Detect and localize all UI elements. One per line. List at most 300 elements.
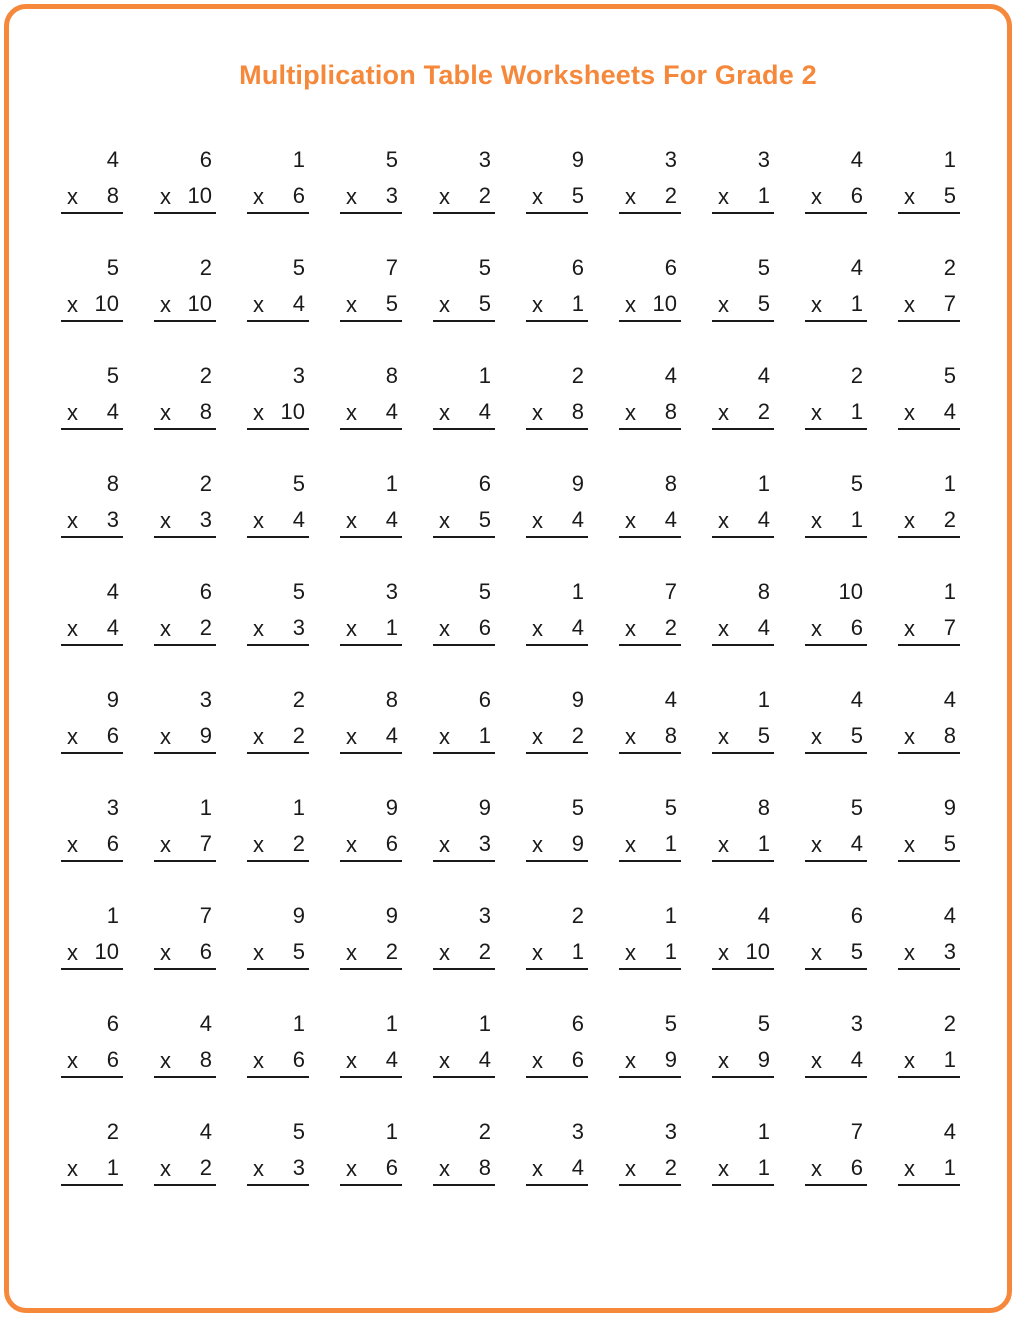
multiplicand: 3 (850, 1011, 863, 1036)
answer-line (526, 644, 588, 646)
multiply-sign: x (346, 724, 357, 749)
multiplication-problem (154, 904, 216, 974)
multiply-sign: x (439, 832, 450, 857)
answer-line (805, 320, 867, 322)
answer-line (247, 428, 309, 430)
multiplier: 5 (478, 291, 491, 316)
multiplicand: 6 (106, 1011, 119, 1036)
multiplication-problem (154, 364, 216, 434)
answer-line (247, 320, 309, 322)
multiply-sign: x (532, 1048, 543, 1073)
multiplication-problem (433, 904, 495, 974)
multiplication-problem (898, 1012, 960, 1082)
multiply-sign: x (718, 1156, 729, 1181)
multiply-sign: x (625, 1048, 636, 1073)
multiply-sign: x (439, 724, 450, 749)
multiply-sign: x (253, 184, 264, 209)
multiplication-problem (526, 148, 588, 218)
answer-line (619, 644, 681, 646)
multiplicand: 3 (478, 147, 491, 172)
multiplier: 6 (385, 831, 398, 856)
multiplier: 3 (292, 615, 305, 640)
answer-line (805, 1184, 867, 1186)
answer-line (340, 428, 402, 430)
multiplicand: 10 (838, 579, 863, 604)
answer-line (805, 752, 867, 754)
multiplier: 5 (292, 939, 305, 964)
multiplier: 6 (478, 615, 491, 640)
answer-line (898, 428, 960, 430)
multiplication-problem (247, 1120, 309, 1190)
multiplicand: 1 (943, 579, 956, 604)
multiplier: 7 (943, 291, 956, 316)
multiplier: 10 (652, 291, 677, 316)
multiplicand: 1 (757, 471, 770, 496)
multiplication-problem (526, 580, 588, 650)
multiplicand: 6 (199, 147, 212, 172)
multiplication-problem (340, 148, 402, 218)
multiply-sign: x (160, 724, 171, 749)
multiplication-problem (433, 472, 495, 542)
multiplicand: 4 (106, 147, 119, 172)
answer-line (898, 1184, 960, 1186)
answer-line (898, 536, 960, 538)
answer-line (247, 212, 309, 214)
multiplier: 5 (943, 183, 956, 208)
multiply-sign: x (346, 616, 357, 641)
answer-line (805, 860, 867, 862)
multiplier: 1 (664, 831, 677, 856)
multiplicand: 3 (199, 687, 212, 712)
multiplier: 10 (745, 939, 770, 964)
multiplicand: 1 (292, 795, 305, 820)
multiplication-problem (433, 796, 495, 866)
multiply-sign: x (904, 400, 915, 425)
multiply-sign: x (346, 1048, 357, 1073)
answer-line (898, 212, 960, 214)
multiplier: 2 (385, 939, 398, 964)
answer-line (712, 968, 774, 970)
multiply-sign: x (625, 940, 636, 965)
answer-line (247, 1184, 309, 1186)
answer-line (712, 752, 774, 754)
multiplication-problem (526, 256, 588, 326)
multiply-sign: x (160, 400, 171, 425)
multiplier: 4 (850, 831, 863, 856)
answer-line (712, 428, 774, 430)
multiplication-problem (898, 256, 960, 326)
multiplicand: 4 (664, 687, 677, 712)
multiply-sign: x (346, 832, 357, 857)
multiplicand: 9 (106, 687, 119, 712)
multiplicand: 5 (292, 579, 305, 604)
answer-line (433, 644, 495, 646)
answer-line (526, 212, 588, 214)
multiply-sign: x (904, 724, 915, 749)
multiplication-problem (154, 1012, 216, 1082)
multiplicand: 2 (199, 255, 212, 280)
multiplication-problem (805, 688, 867, 758)
answer-line (526, 1184, 588, 1186)
multiplicand: 4 (106, 579, 119, 604)
multiply-sign: x (160, 1048, 171, 1073)
multiplicand: 5 (664, 795, 677, 820)
multiplicand: 5 (757, 255, 770, 280)
multiply-sign: x (160, 508, 171, 533)
multiplier: 2 (478, 183, 491, 208)
answer-line (433, 428, 495, 430)
multiplicand: 5 (385, 147, 398, 172)
multiplication-problem (433, 1120, 495, 1190)
multiplication-problem (805, 364, 867, 434)
answer-line (61, 752, 123, 754)
multiply-sign: x (67, 724, 78, 749)
multiply-sign: x (718, 832, 729, 857)
multiplication-problem (712, 688, 774, 758)
multiplicand: 4 (199, 1119, 212, 1144)
multiplicand: 3 (664, 1119, 677, 1144)
multiplication-problem (154, 580, 216, 650)
answer-line (526, 536, 588, 538)
multiplier: 3 (199, 507, 212, 532)
answer-line (154, 1184, 216, 1186)
multiplier: 6 (850, 615, 863, 640)
multiplier: 1 (757, 831, 770, 856)
multiplication-problem (340, 688, 402, 758)
multiply-sign: x (67, 832, 78, 857)
multiplicand: 9 (478, 795, 491, 820)
answer-line (340, 212, 402, 214)
multiplicand: 3 (106, 795, 119, 820)
answer-line (898, 968, 960, 970)
multiply-sign: x (67, 292, 78, 317)
multiplication-problem (340, 580, 402, 650)
multiplication-problem (340, 796, 402, 866)
multiplier: 1 (478, 723, 491, 748)
multiplier: 4 (571, 1155, 584, 1180)
multiply-sign: x (532, 724, 543, 749)
multiplier: 3 (943, 939, 956, 964)
multiplication-problem (247, 256, 309, 326)
multiplication-problem (526, 904, 588, 974)
multiplier: 5 (757, 291, 770, 316)
multiply-sign: x (904, 940, 915, 965)
answer-line (154, 320, 216, 322)
multiplier: 1 (850, 399, 863, 424)
multiplicand: 1 (943, 147, 956, 172)
multiplicand: 3 (664, 147, 677, 172)
multiplier: 10 (94, 939, 119, 964)
multiplicand: 4 (943, 1119, 956, 1144)
multiplication-problem (247, 580, 309, 650)
multiplication-problem (247, 1012, 309, 1082)
answer-line (712, 1184, 774, 1186)
multiplication-problem (898, 364, 960, 434)
answer-line (340, 536, 402, 538)
multiplicand: 1 (106, 903, 119, 928)
answer-line (247, 860, 309, 862)
answer-line (61, 968, 123, 970)
multiplicand: 5 (757, 1011, 770, 1036)
multiplication-problem (805, 904, 867, 974)
multiplicand: 1 (478, 363, 491, 388)
multiplicand: 1 (292, 1011, 305, 1036)
multiply-sign: x (439, 508, 450, 533)
multiplication-problem (247, 364, 309, 434)
multiplicand: 2 (199, 363, 212, 388)
multiplier: 4 (757, 507, 770, 532)
multiplicand: 5 (943, 363, 956, 388)
multiplication-problem (526, 1012, 588, 1082)
multiplier: 4 (385, 507, 398, 532)
multiply-sign: x (160, 616, 171, 641)
multiplier: 2 (664, 615, 677, 640)
multiplicand: 4 (664, 363, 677, 388)
multiplicand: 2 (571, 363, 584, 388)
answer-line (154, 644, 216, 646)
multiplicand: 3 (571, 1119, 584, 1144)
multiplicand: 6 (478, 471, 491, 496)
multiplier: 8 (943, 723, 956, 748)
multiplicand: 7 (385, 255, 398, 280)
multiplication-problem (247, 904, 309, 974)
multiplier: 4 (292, 507, 305, 532)
multiplier: 2 (292, 831, 305, 856)
multiply-sign: x (904, 1156, 915, 1181)
multiplication-problem (526, 1120, 588, 1190)
multiplicand: 3 (478, 903, 491, 928)
multiplier: 6 (850, 183, 863, 208)
multiply-sign: x (439, 616, 450, 641)
multiply-sign: x (718, 400, 729, 425)
multiplication-problem (61, 148, 123, 218)
multiplier: 8 (664, 723, 677, 748)
answer-line (526, 320, 588, 322)
multiplier: 6 (292, 183, 305, 208)
multiplication-problem (712, 256, 774, 326)
answer-line (433, 1076, 495, 1078)
multiplication-problem (433, 688, 495, 758)
multiply-sign: x (439, 400, 450, 425)
multiplication-problem (712, 904, 774, 974)
answer-line (898, 644, 960, 646)
answer-line (340, 860, 402, 862)
answer-line (526, 860, 588, 862)
multiplication-problem (61, 688, 123, 758)
multiplier: 3 (106, 507, 119, 532)
multiplication-problem (154, 148, 216, 218)
multiplier: 6 (199, 939, 212, 964)
multiplicand: 2 (292, 687, 305, 712)
multiply-sign: x (718, 292, 729, 317)
multiply-sign: x (811, 400, 822, 425)
multiplier: 2 (199, 1155, 212, 1180)
multiply-sign: x (625, 292, 636, 317)
multiplier: 5 (850, 939, 863, 964)
multiplication-problem (340, 472, 402, 542)
multiply-sign: x (811, 832, 822, 857)
answer-line (340, 752, 402, 754)
multiply-sign: x (532, 400, 543, 425)
multiply-sign: x (346, 940, 357, 965)
multiply-sign: x (160, 184, 171, 209)
multiplicand: 9 (571, 147, 584, 172)
multiplicand: 1 (664, 903, 677, 928)
multiplicand: 4 (757, 363, 770, 388)
answer-line (898, 860, 960, 862)
answer-line (154, 428, 216, 430)
multiply-sign: x (718, 184, 729, 209)
multiplication-problem (712, 148, 774, 218)
multiply-sign: x (253, 832, 264, 857)
multiplication-problem (526, 364, 588, 434)
answer-line (619, 968, 681, 970)
multiplication-problem (433, 148, 495, 218)
multiplicand: 4 (757, 903, 770, 928)
multiplicand: 9 (385, 795, 398, 820)
multiply-sign: x (532, 1156, 543, 1181)
multiplicand: 5 (478, 579, 491, 604)
multiplier: 3 (478, 831, 491, 856)
multiplier: 5 (478, 507, 491, 532)
multiplicand: 4 (943, 687, 956, 712)
multiplier: 4 (571, 615, 584, 640)
multiplicand: 3 (292, 363, 305, 388)
multiplicand: 5 (664, 1011, 677, 1036)
multiplicand: 6 (478, 687, 491, 712)
multiplicand: 8 (385, 363, 398, 388)
answer-line (619, 320, 681, 322)
multiply-sign: x (439, 1048, 450, 1073)
multiplication-problem (61, 1012, 123, 1082)
multiplier: 1 (664, 939, 677, 964)
answer-line (805, 644, 867, 646)
multiplier: 10 (187, 291, 212, 316)
answer-line (526, 752, 588, 754)
multiply-sign: x (346, 1156, 357, 1181)
answer-line (712, 536, 774, 538)
multiplier: 3 (292, 1155, 305, 1180)
multiply-sign: x (253, 616, 264, 641)
multiply-sign: x (625, 400, 636, 425)
answer-line (712, 644, 774, 646)
multiplier: 8 (199, 399, 212, 424)
multiplication-problem (619, 1012, 681, 1082)
multiplier: 4 (292, 291, 305, 316)
multiplicand: 8 (757, 579, 770, 604)
multiply-sign: x (532, 292, 543, 317)
multiply-sign: x (625, 184, 636, 209)
answer-line (433, 320, 495, 322)
multiplication-problem (805, 796, 867, 866)
multiplication-problem (154, 688, 216, 758)
multiplication-problem (712, 580, 774, 650)
multiply-sign: x (253, 1156, 264, 1181)
multiply-sign: x (160, 1156, 171, 1181)
multiplicand: 5 (292, 1119, 305, 1144)
answer-line (154, 860, 216, 862)
multiplication-problem (805, 256, 867, 326)
multiplication-problem (340, 256, 402, 326)
multiplicand: 2 (943, 255, 956, 280)
multiplier: 3 (385, 183, 398, 208)
multiplication-problem (61, 580, 123, 650)
multiplicand: 3 (385, 579, 398, 604)
multiply-sign: x (160, 832, 171, 857)
multiplier: 5 (943, 831, 956, 856)
multiplier: 1 (106, 1155, 119, 1180)
answer-line (805, 212, 867, 214)
multiply-sign: x (811, 940, 822, 965)
multiply-sign: x (811, 616, 822, 641)
multiply-sign: x (904, 508, 915, 533)
multiplier: 2 (292, 723, 305, 748)
answer-line (619, 860, 681, 862)
multiplication-problem (805, 1120, 867, 1190)
answer-line (154, 536, 216, 538)
answer-line (247, 968, 309, 970)
multiplication-problem (526, 796, 588, 866)
multiplicand: 7 (850, 1119, 863, 1144)
multiplier: 6 (106, 723, 119, 748)
multiplicand: 7 (199, 903, 212, 928)
answer-line (619, 536, 681, 538)
multiplier: 6 (106, 831, 119, 856)
multiplication-problem (61, 796, 123, 866)
multiplication-problem (154, 1120, 216, 1190)
answer-line (433, 968, 495, 970)
multiplier: 2 (943, 507, 956, 532)
answer-line (433, 212, 495, 214)
multiplier: 1 (850, 507, 863, 532)
multiplier: 10 (94, 291, 119, 316)
multiplier: 10 (280, 399, 305, 424)
multiplicand: 9 (571, 687, 584, 712)
answer-line (247, 644, 309, 646)
multiplier: 1 (943, 1047, 956, 1072)
multiplier: 10 (187, 183, 212, 208)
worksheet-title: Multiplication Table Worksheets For Grade 2 (239, 60, 817, 90)
multiplication-problem (526, 688, 588, 758)
multiplication-problem (433, 364, 495, 434)
multiplicand: 6 (571, 255, 584, 280)
answer-line (805, 1076, 867, 1078)
multiplier: 9 (664, 1047, 677, 1072)
answer-line (898, 1076, 960, 1078)
answer-line (61, 1076, 123, 1078)
multiplicand: 6 (199, 579, 212, 604)
multiply-sign: x (532, 616, 543, 641)
multiplication-problem (805, 580, 867, 650)
multiplier: 4 (850, 1047, 863, 1072)
answer-line (154, 1076, 216, 1078)
multiplier: 4 (571, 507, 584, 532)
multiplier: 9 (571, 831, 584, 856)
multiplication-problem (61, 904, 123, 974)
multiplicand: 5 (478, 255, 491, 280)
multiplication-problem (712, 472, 774, 542)
multiplication-problem (154, 256, 216, 326)
multiplier: 5 (571, 183, 584, 208)
answer-line (805, 536, 867, 538)
answer-line (619, 1184, 681, 1186)
multiplication-problem (247, 796, 309, 866)
answer-line (61, 860, 123, 862)
multiplicand: 1 (943, 471, 956, 496)
multiplicand: 4 (850, 255, 863, 280)
multiply-sign: x (625, 832, 636, 857)
multiplier: 2 (664, 183, 677, 208)
